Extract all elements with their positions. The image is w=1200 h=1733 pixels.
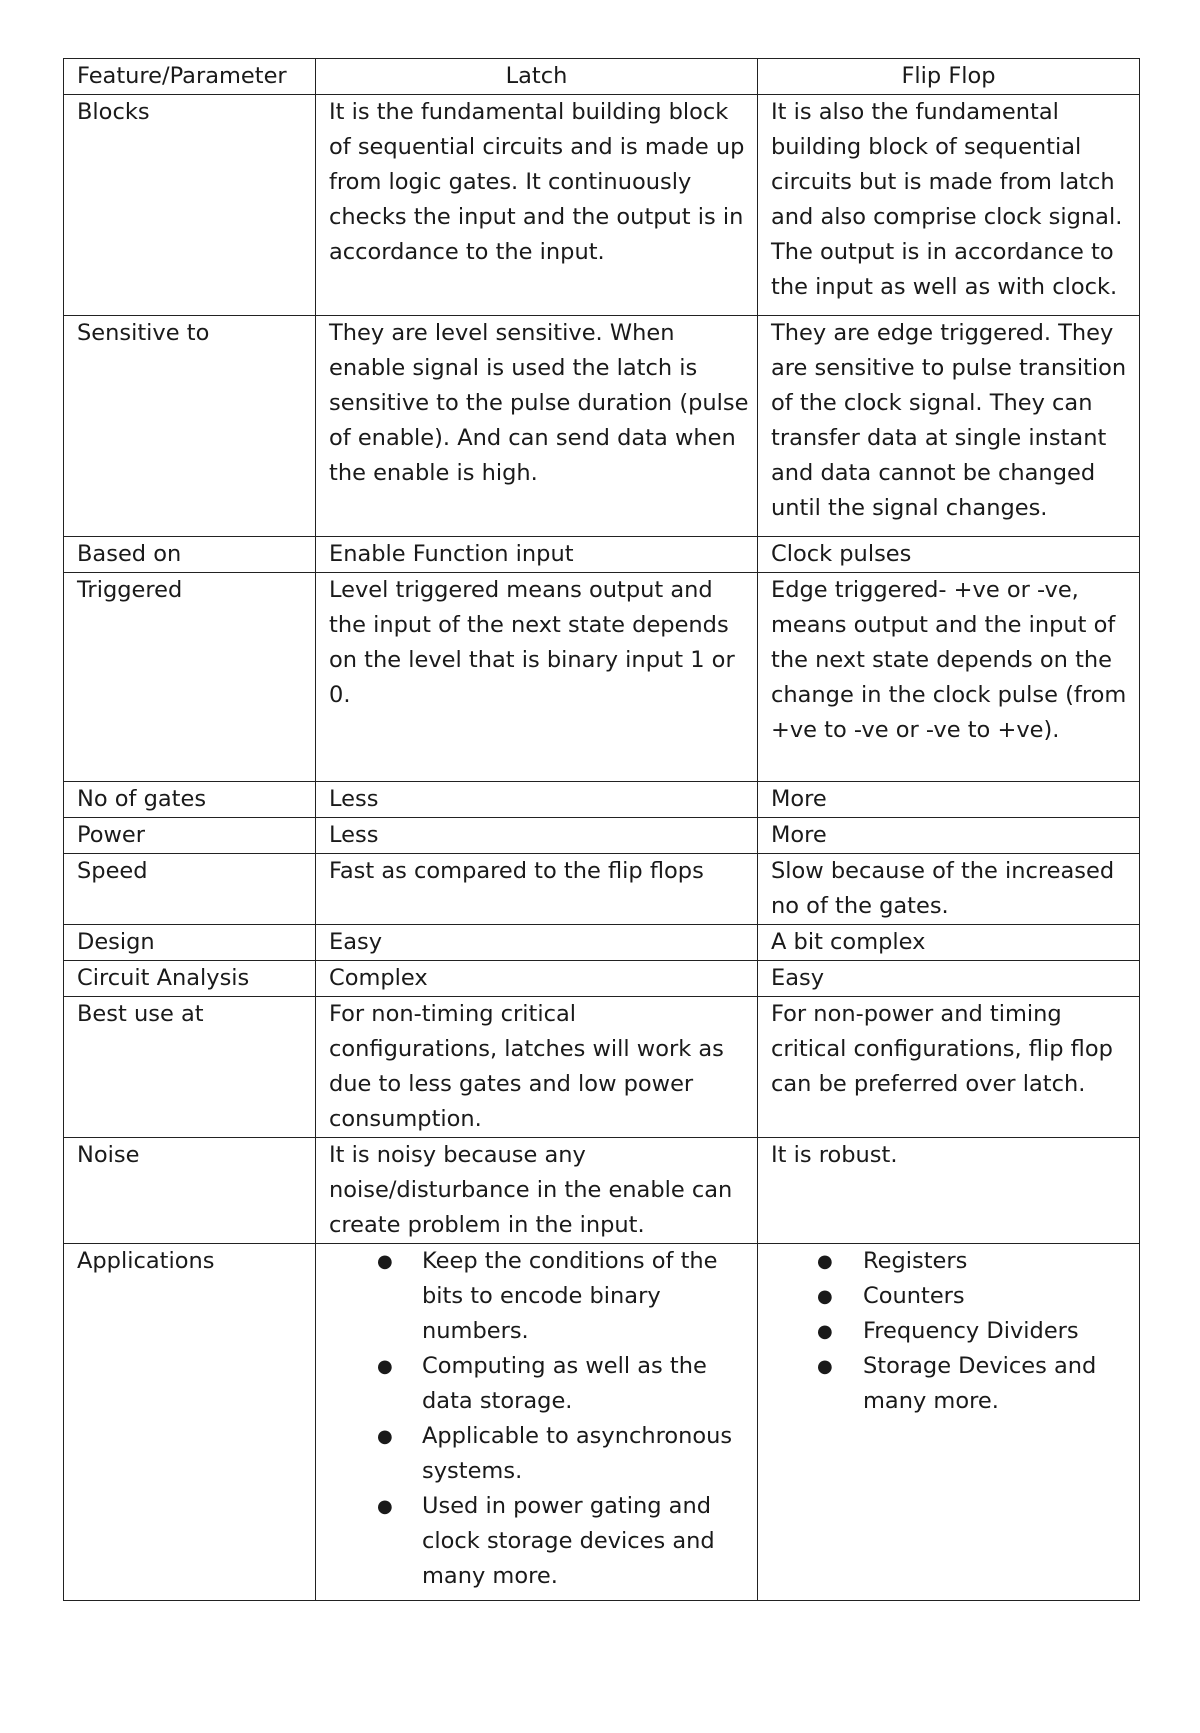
list-item-text: Registers bbox=[863, 1248, 968, 1274]
feature-cell: Best use at bbox=[64, 997, 316, 1138]
table-row bbox=[64, 573, 1140, 782]
feature-cell: Applications bbox=[64, 1244, 316, 1601]
list-item-text: Counters bbox=[863, 1283, 965, 1309]
feature-cell: Circuit Analysis bbox=[64, 961, 316, 997]
table-row bbox=[64, 961, 1140, 997]
latch-cell: Less bbox=[316, 818, 758, 854]
list-item bbox=[329, 1244, 751, 1349]
header-feature: Feature/Parameter bbox=[64, 59, 316, 95]
list-item bbox=[771, 1244, 1133, 1279]
table-row bbox=[64, 316, 1140, 537]
flipflop-cell: They are edge triggered. They are sensitive to pulse transition of the clock signal. They can transfer data at single instant and data cannot be changed until the signal changes. bbox=[758, 316, 1140, 537]
flipflop-applications-cell bbox=[758, 1244, 1140, 1601]
flipflop-cell: Clock pulses bbox=[758, 537, 1140, 573]
list-item bbox=[329, 1419, 751, 1489]
feature-cell: Power bbox=[64, 818, 316, 854]
table-row bbox=[64, 997, 1140, 1138]
table-row bbox=[64, 925, 1140, 961]
feature-cell: Speed bbox=[64, 854, 316, 925]
feature-cell: Sensitive to bbox=[64, 316, 316, 537]
feature-cell: Design bbox=[64, 925, 316, 961]
latch-cell: Complex bbox=[316, 961, 758, 997]
list-item bbox=[771, 1349, 1133, 1419]
latch-cell: It is noisy because any noise/disturbance in the enable can create problem in the input. bbox=[316, 1138, 758, 1244]
latch-cell: They are level sensitive. When enable signal is used the latch is sensitive to the pulse duration (pulse of enable). And can send data when the enable is high. bbox=[316, 316, 758, 537]
list-item-text: Applicable to asynchronous systems. bbox=[422, 1423, 733, 1484]
table-row bbox=[64, 95, 1140, 316]
bullet-icon: ● bbox=[817, 1286, 833, 1307]
bullet-icon: ● bbox=[817, 1251, 833, 1272]
flipflop-cell: A bit complex bbox=[758, 925, 1140, 961]
header-flipflop: Flip Flop bbox=[758, 59, 1140, 95]
applications-row bbox=[64, 1244, 1140, 1601]
list-item bbox=[329, 1489, 751, 1594]
flipflop-cell: For non-power and timing critical configurations, flip flop can be preferred over latch. bbox=[758, 997, 1140, 1138]
table-body bbox=[64, 95, 1140, 1601]
flipflop-cell: It is also the fundamental building block of sequential circuits but is made from latch and also comprise clock signal. The output is in accordance to the input as well as with clock. bbox=[758, 95, 1140, 316]
list-item-text: Used in power gating and clock storage devices and many more. bbox=[422, 1493, 715, 1589]
latch-cell: Easy bbox=[316, 925, 758, 961]
flipflop-cell: More bbox=[758, 782, 1140, 818]
list-item-text: Computing as well as the data storage. bbox=[422, 1353, 707, 1414]
flipflop-cell: Easy bbox=[758, 961, 1140, 997]
latch-applications-cell bbox=[316, 1244, 758, 1601]
bullet-icon: ● bbox=[377, 1356, 393, 1377]
table-row bbox=[64, 1138, 1140, 1244]
list-item-text: Storage Devices and many more. bbox=[863, 1353, 1097, 1414]
latch-applications-list bbox=[329, 1244, 751, 1594]
table-row bbox=[64, 818, 1140, 854]
latch-cell: For non-timing critical configurations, latches will work as due to less gates and low power consumption. bbox=[316, 997, 758, 1138]
comparison-table bbox=[63, 58, 1140, 1601]
list-item-text: Frequency Dividers bbox=[863, 1318, 1079, 1344]
latch-cell: Enable Function input bbox=[316, 537, 758, 573]
table-row bbox=[64, 537, 1140, 573]
feature-cell: No of gates bbox=[64, 782, 316, 818]
bullet-icon: ● bbox=[377, 1496, 393, 1517]
table-row bbox=[64, 782, 1140, 818]
feature-cell: Based on bbox=[64, 537, 316, 573]
table-row bbox=[64, 854, 1140, 925]
bullet-icon: ● bbox=[377, 1251, 393, 1272]
latch-cell: Less bbox=[316, 782, 758, 818]
flipflop-cell: Slow because of the increased no of the gates. bbox=[758, 854, 1140, 925]
latch-cell: It is the fundamental building block of sequential circuits and is made up from logic gates. It continuously checks the input and the output is in accordance to the input. bbox=[316, 95, 758, 316]
feature-cell: Blocks bbox=[64, 95, 316, 316]
bullet-icon: ● bbox=[377, 1426, 393, 1447]
feature-cell: Noise bbox=[64, 1138, 316, 1244]
latch-cell: Level triggered means output and the input of the next state depends on the level that is binary input 1 or 0. bbox=[316, 573, 758, 782]
list-item bbox=[771, 1279, 1133, 1314]
flipflop-cell: Edge triggered- +ve or -ve, means output and the input of the next state depends on the change in the clock pulse (from +ve to -ve or -ve to +ve). bbox=[758, 573, 1140, 782]
flipflop-applications-list bbox=[771, 1244, 1133, 1419]
feature-cell: Triggered bbox=[64, 573, 316, 782]
flipflop-cell: It is robust. bbox=[758, 1138, 1140, 1244]
latch-cell: Fast as compared to the flip flops bbox=[316, 854, 758, 925]
list-item bbox=[329, 1349, 751, 1419]
bullet-icon: ● bbox=[817, 1356, 833, 1377]
flipflop-cell: More bbox=[758, 818, 1140, 854]
list-item-text: Keep the conditions of the bits to encode binary numbers. bbox=[422, 1248, 718, 1344]
table-header bbox=[64, 59, 1140, 95]
list-item bbox=[771, 1314, 1133, 1349]
header-row bbox=[64, 59, 1140, 95]
header-latch: Latch bbox=[316, 59, 758, 95]
bullet-icon: ● bbox=[817, 1321, 833, 1342]
